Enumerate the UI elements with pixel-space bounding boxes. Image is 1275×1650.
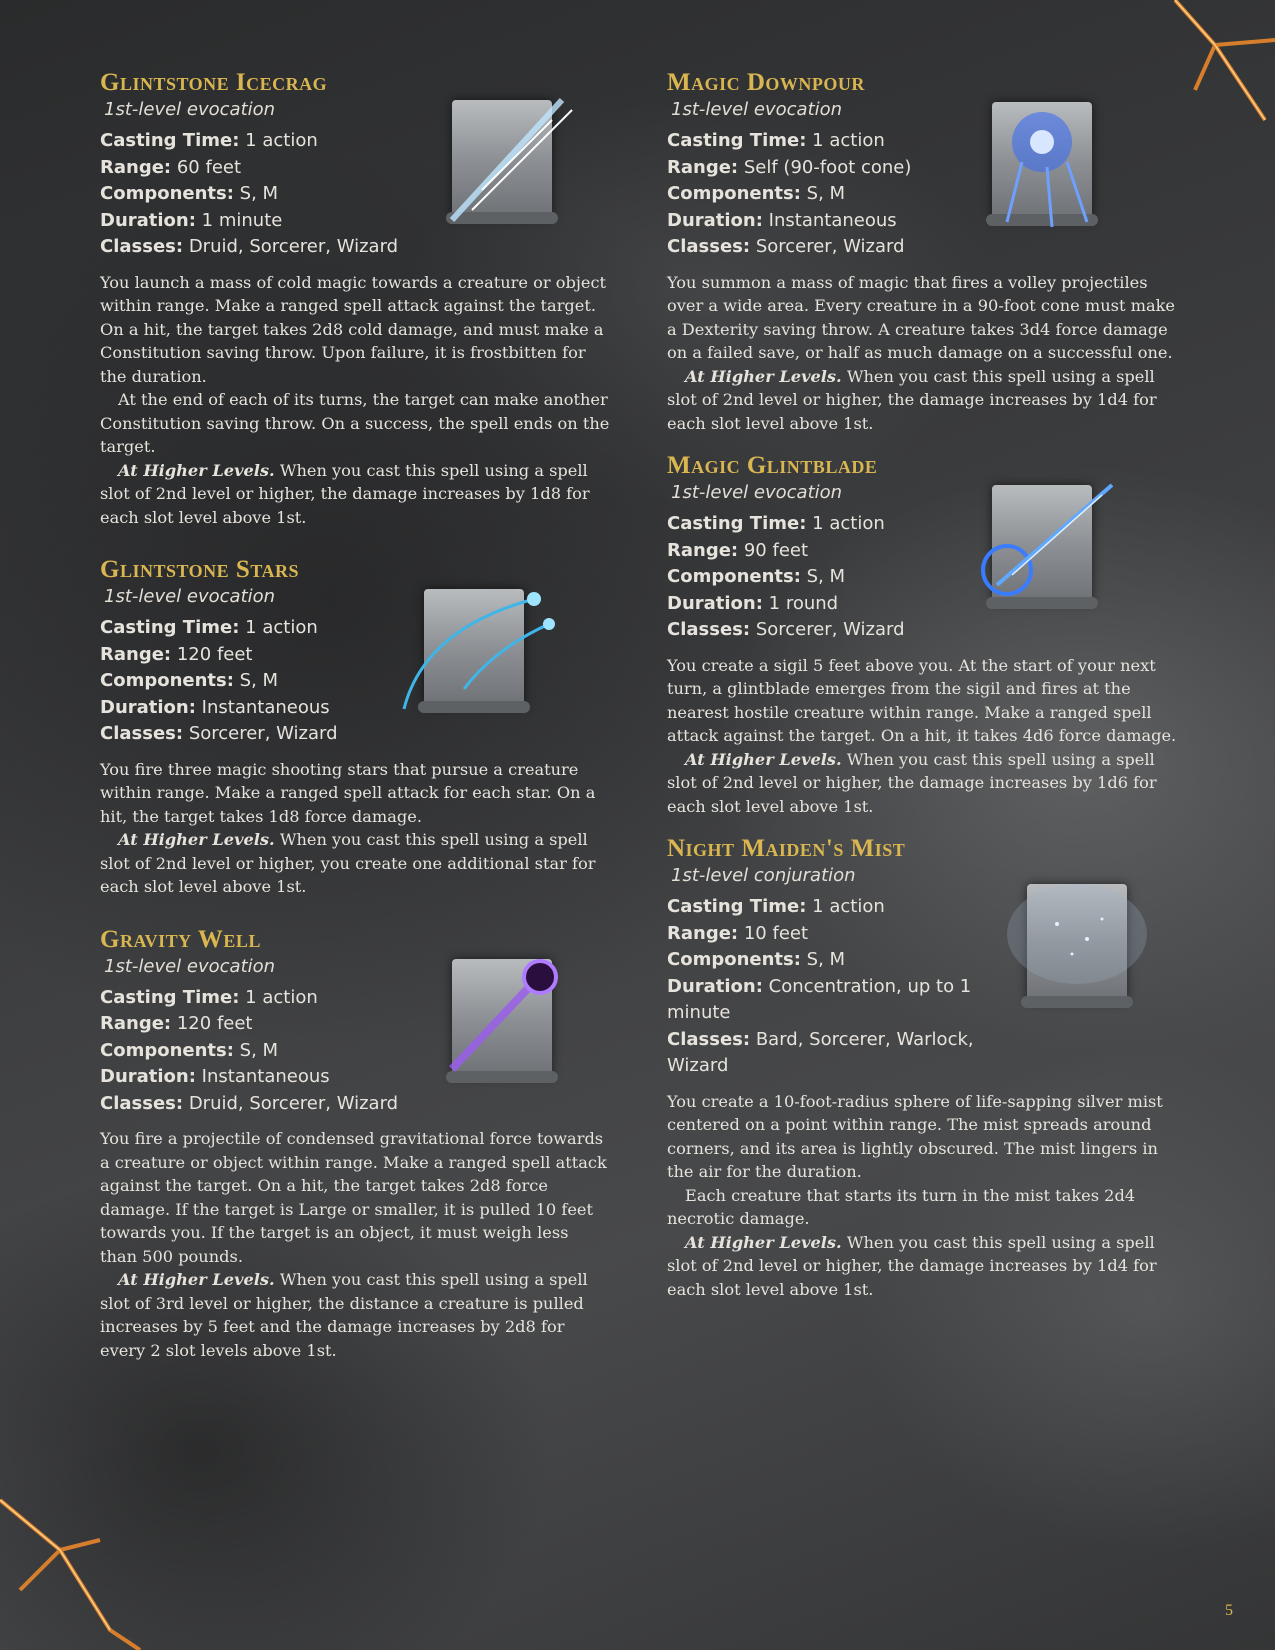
page-number: 5 (1225, 1602, 1233, 1619)
spell-title: Glintstone Stars (100, 556, 299, 583)
components-label: Components: (100, 1039, 234, 1061)
higher-levels-label: At Higher Levels. (118, 460, 275, 480)
spell-description (100, 758, 610, 899)
duration-value: 1 minute (201, 209, 283, 231)
higher-levels-paragraph (100, 1268, 610, 1362)
higher-levels-text: When you cast this spell using a spell slot of 3rd level or higher, the distance a creature is pulled increases by 5 feet and the damage increases by 2d8 for every 2 slot levels above 1st. (100, 1270, 588, 1360)
higher-levels-text: When you cast this spell using a spell slot of 2nd level or higher, the damage increases by 1d6 for each slot level above 1st. (667, 749, 1157, 816)
spell-title: Night Maiden's Mist (667, 835, 906, 862)
range-value: 120 feet (176, 643, 253, 665)
range-label: Range: (100, 643, 172, 665)
description-paragraph: You summon a mass of magic that fires a volley projectiles over a wide area. Every creature in a 90-foot cone must make a Dexterity saving throw. A creature takes 3d4 force damage on a failed save, or half as much damage on a successful one. (667, 272, 1176, 362)
duration-value: 1 round (768, 592, 839, 614)
range-value: Self (90-foot cone) (743, 156, 912, 178)
components-label: Components: (100, 670, 234, 691)
duration-label: Duration: (100, 209, 196, 231)
spell-stats (100, 615, 410, 748)
components-value: S, M (239, 1039, 279, 1061)
casting-time-label: Casting Time: (100, 986, 240, 1008)
description-paragraph: At the end of each of its turns, the target can make another Constitution saving throw. On a success, the spell ends on the target. (100, 390, 610, 456)
components-value: S, M (806, 949, 846, 970)
higher-levels-text: When you cast this spell using a spell slot of 2nd level or higher, the damage increases by 1d4 for each slot level above 1st. (667, 1232, 1157, 1299)
spell-stats (667, 511, 977, 644)
description-paragraph: You launch a mass of cold magic towards a creature or object within range. Make a ranged spell attack against the target. On a hit, the target takes 2d8 cold damage, and must make a Constitution saving throw. Upon failure, it is frostbitten for the duration. (100, 272, 607, 386)
spell-title: Magic Downpour (667, 69, 865, 96)
casting-time-label: Casting Time: (100, 130, 240, 151)
spell-stats (667, 894, 977, 1080)
spell-level: 1st-level evocation (671, 482, 843, 503)
higher-levels-label: At Higher Levels. (685, 366, 842, 386)
spell-magic-downpour (667, 68, 1177, 435)
higher-levels-paragraph (100, 459, 610, 530)
casting-time-value: 1 action (245, 986, 318, 1008)
spell-stats (667, 128, 977, 261)
right-column (667, 68, 1177, 1301)
higher-levels-paragraph (667, 748, 1177, 819)
higher-levels-label: At Higher Levels. (685, 1232, 842, 1252)
classes-label: Classes: (667, 619, 751, 640)
spell-stats (100, 985, 410, 1118)
ember-crack-bottom-left-icon (0, 1480, 180, 1650)
casting-time-label: Casting Time: (100, 617, 240, 638)
classes-value: Sorcerer, Wizard (188, 723, 338, 744)
spell-magic-glintblade (667, 451, 1177, 818)
spell-level: 1st-level evocation (104, 586, 276, 607)
spell-title: Glintstone Icecrag (100, 69, 328, 96)
spell-level: 1st-level conjuration (671, 865, 856, 886)
description-paragraph: You fire a projectile of condensed gravitational force towards a creature or object within range. Make a ranged spell attack against the target. On a hit, the target takes 2d8 force damage. If the target is Large or smaller, it is pulled 10 feet towards you. If the target is an object, it must weigh less than 500 pounds. (100, 1129, 607, 1266)
duration-label: Duration: (667, 975, 763, 997)
classes-value: Sorcerer, Wizard (755, 236, 905, 257)
range-value: 90 feet (743, 539, 809, 561)
spell-title: Gravity Well (100, 925, 261, 953)
casting-time-label: Casting Time: (667, 130, 807, 151)
classes-label: Classes: (100, 723, 184, 744)
spell-night-maidens-mist (667, 834, 1177, 1301)
duration-label: Duration: (100, 696, 196, 718)
spell-glintstone-icecrag (100, 68, 610, 529)
casting-time-label: Casting Time: (667, 896, 807, 917)
range-value: 10 feet (743, 922, 809, 944)
casting-time-label: Casting Time: (667, 513, 807, 534)
mist-scroll-icon (1027, 884, 1127, 1002)
higher-levels-paragraph (667, 1231, 1177, 1302)
classes-label: Classes: (100, 1092, 184, 1114)
components-label: Components: (667, 949, 801, 970)
casting-time-value: 1 action (245, 617, 318, 638)
components-value: S, M (239, 670, 279, 691)
spell-level: 1st-level evocation (671, 99, 843, 120)
duration-label: Duration: (100, 1066, 196, 1087)
range-label: Range: (667, 156, 739, 178)
spell-title: Magic Glintblade (667, 452, 878, 479)
higher-levels-text: When you cast this spell using a spell slot of 2nd level or higher, the damage increases by 1d8 for each slot level above 1st. (100, 460, 590, 527)
spell-description (667, 654, 1177, 819)
duration-value: Concentration, up to 1 minute (667, 975, 972, 1023)
duration-value: Instantaneous (201, 1066, 330, 1087)
higher-levels-text: When you cast this spell using a spell slot of 2nd level or higher, the damage increases by 1d4 for each slot level above 1st. (667, 366, 1157, 433)
components-label: Components: (667, 183, 801, 204)
description-paragraph: You create a 10-foot-radius sphere of life-sapping silver mist centered on a point within range. The mist spreads around corners, and its area is lightly obscured. The mist lingers in the air for the duration. (667, 1091, 1163, 1181)
range-label: Range: (100, 156, 172, 178)
casting-time-value: 1 action (812, 130, 885, 151)
spell-stats (100, 128, 410, 261)
spell-glintstone-stars (100, 555, 610, 899)
classes-value: Druid, Sorcerer, Wizard (188, 236, 399, 257)
classes-value: Druid, Sorcerer, Wizard (188, 1092, 399, 1114)
description-paragraph: You fire three magic shooting stars that pursue a creature within range. Make a ranged spell attack for each star. On a hit, the target takes 1d8 force damage. (100, 759, 596, 826)
spell-gravity-well (100, 925, 610, 1363)
range-label: Range: (667, 922, 739, 944)
classes-label: Classes: (100, 236, 184, 257)
range-value: 120 feet (176, 1013, 253, 1034)
range-label: Range: (100, 1013, 172, 1034)
left-column (100, 68, 610, 1362)
classes-label: Classes: (667, 236, 751, 257)
casting-time-value: 1 action (812, 896, 885, 917)
higher-levels-paragraph (667, 365, 1177, 436)
description-paragraph: Each creature that starts its turn in the mist takes 2d4 necrotic damage. (667, 1185, 1136, 1228)
components-label: Components: (100, 183, 234, 204)
spell-description (667, 1090, 1177, 1302)
casting-time-value: 1 action (812, 513, 885, 534)
duration-value: Instantaneous (201, 696, 330, 718)
classes-value: Sorcerer, Wizard (755, 619, 905, 640)
spell-level: 1st-level evocation (104, 99, 276, 120)
duration-value: Instantaneous (768, 209, 897, 231)
components-value: S, M (806, 566, 846, 587)
description-paragraph: You create a sigil 5 feet above you. At the start of your next turn, a glintblade emerges from the sigil and fires at the nearest hostile creature within range. Make a ranged spell attack against the target. On a hit, it takes 4d6 force damage. (667, 655, 1177, 745)
spell-level: 1st-level evocation (104, 955, 276, 977)
casting-time-value: 1 action (245, 130, 318, 151)
higher-levels-text: When you cast this spell using a spell slot of 2nd level or higher, you create one additional star for each slot level above 1st. (100, 830, 596, 896)
higher-levels-paragraph (100, 828, 610, 899)
classes-value: Bard, Sorcerer, Warlock, Wizard (667, 1028, 974, 1076)
spell-description (100, 1127, 610, 1362)
spell-description (100, 271, 610, 530)
higher-levels-label: At Higher Levels. (685, 749, 842, 769)
range-value: 60 feet (176, 156, 242, 178)
components-label: Components: (667, 566, 801, 587)
higher-levels-label: At Higher Levels. (118, 830, 275, 849)
range-label: Range: (667, 539, 739, 561)
duration-label: Duration: (667, 209, 763, 231)
classes-label: Classes: (667, 1028, 751, 1050)
components-value: S, M (239, 183, 279, 204)
higher-levels-label: At Higher Levels. (118, 1270, 275, 1289)
spell-description (667, 271, 1177, 436)
components-value: S, M (806, 183, 846, 204)
duration-label: Duration: (667, 592, 763, 614)
